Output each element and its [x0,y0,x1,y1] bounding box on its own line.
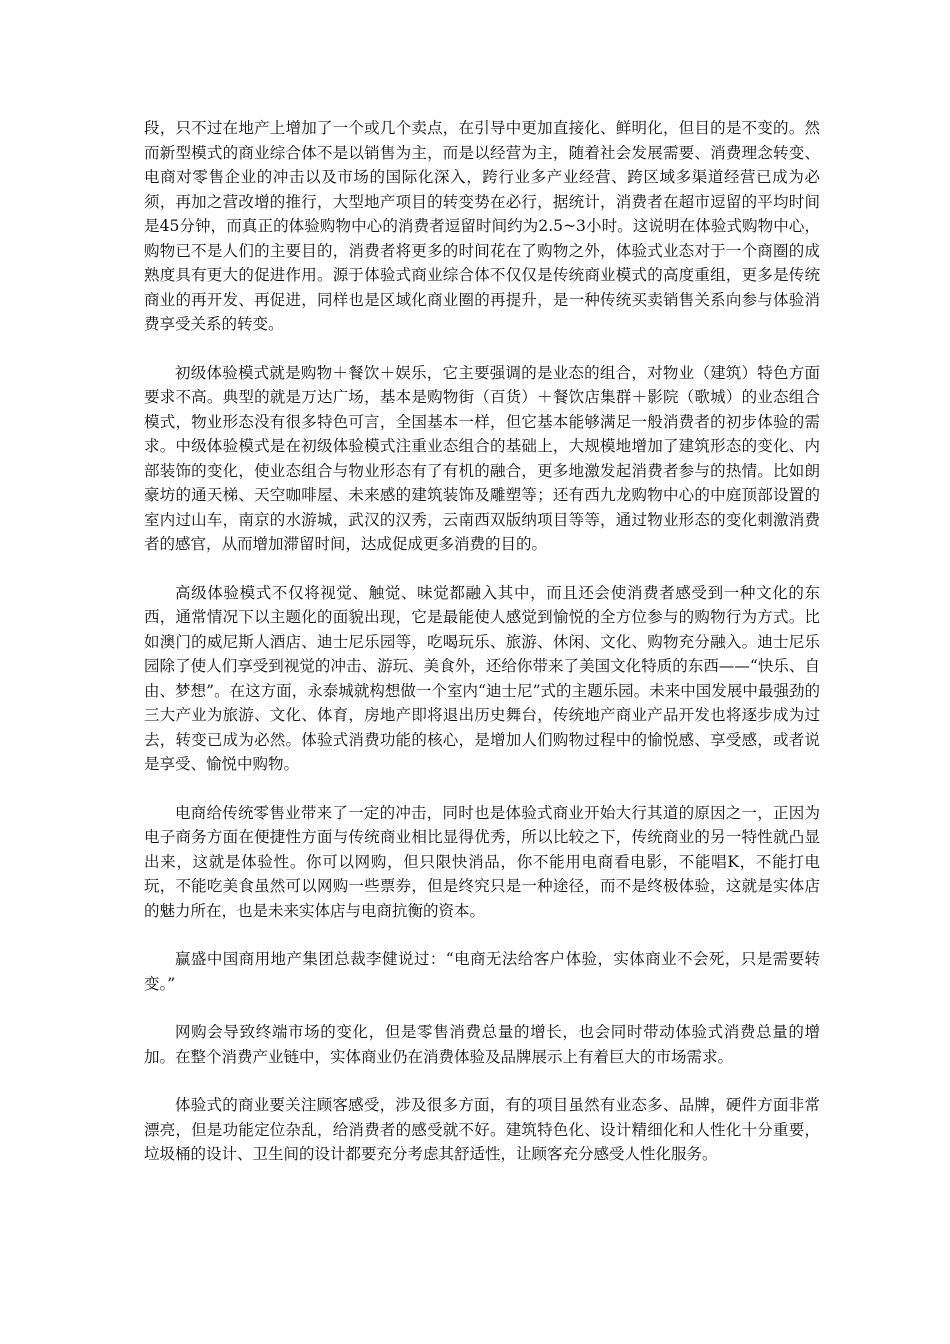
paragraph-online-shopping: 网购会导致终端市场的变化，但是零售消费总量的增长，也会同时带动体验式消费总量的增加。在整个消费产业链中，实体商业仍在消费体验及品牌展示上有着巨大的市场需求。 [144,1023,820,1066]
paragraph-advanced-experience-model: 高级体验模式不仅将视觉、触觉、味觉都融入其中，而且还会使消费者感受到一种文化的东西，通常情况下以主题化的面貌出现，它是最能使人感觉到愉悦的全方位参与的购物行为方式。比如澳门的威尼斯人酒店、迪士尼乐园等，吃喝玩乐、旅游、休闲、文化、购物充分融入。迪士尼乐园除了使人们享受到视觉的冲击、游玩、美食外，还给你带来了美国文化特质的东西——“快乐、自由、梦想”。在这方面，永泰城就构想做一个室内“迪士尼”式的主题乐园。未来中国发展中最强劲的三大产业为旅游、文化、体育，房地产即将退出历史舞台，传统地产商业产品开发也将逐步成为过去，转变已成为必然。体验式消费功能的核心，是增加人们购物过程中的愉悦感、享受感，或者说是享受、愉悦中购物。 [144,583,820,773]
paragraph-quote: 赢盛中国商用地产集团总裁李健说过：“电商无法给客户体验，实体商业不会死，只是需要转变。” [144,950,820,993]
paragraph-customer-experience: 体验式的商业要关注顾客感受，涉及很多方面，有的项目虽然有业态多、品牌，硬件方面非常漂亮，但是功能定位杂乱，给消费者的感受就不好。建筑特色化、设计精细化和人性化十分重要，垃圾桶的设计、卫生间的设计都要充分考虑其舒适性，让顾客充分感受人性化服务。 [144,1096,820,1163]
paragraph-ecommerce-impact: 电商给传统零售业带来了一定的冲击，同时也是体验式商业开始大行其道的原因之一，正因为电子商务方面在便捷性方面与传统商业相比显得优秀，所以比较之下，传统商业的另一特性就凸显出来，这就是体验性。你可以网购，但只限快消品，你不能用电商看电影，不能唱K，不能打电玩，不能吃美食虽然可以网购一些票券，但是终究只是一种途径，而不是终极体验，这就是实体店的魅力所在，也是未来实体店与电商抗衡的资本。 [144,803,820,920]
document-page [144,116,820,1191]
paragraph-continuation: 段，只不过在地产上增加了一个或几个卖点，在引导中更加直接化、鲜明化，但目的是不变的。然而新型模式的商业综合体不是以销售为主，而是以经营为主，随着社会发展需要、消费理念转变、电商对零售企业的冲击以及市场的国际化深入，跨行业多产业经营、跨区域多渠道经营已成为必须，再加之营改增的推行，大型地产项目的转变势在必行，据统计，消费者在超市逗留的平均时间是45分钟，而真正的体验购物中心的消费者逗留时间约为2.5~3小时。这说明在体验式购物中心，购物已不是人们的主要目的，消费者将更多的时间花在了购物之外，体验式业态对于一个商圈的成熟度具有更大的促进作用。源于体验式商业综合体不仅仅是传统商业模式的高度重组，更多是传统商业的再开发、再促进，同样也是区域化商业圈的再提升，是一种传统买卖销售关系向参与体验消费享受关系的转变。 [144,119,820,333]
paragraph-basic-experience-model: 初级体验模式就是购物＋餐饮＋娱乐，它主要强调的是业态的组合，对物业（建筑）特色方面要求不高。典型的就是万达广场，基本是购物街（百货）＋餐饮店集群＋影院（歌城）的业态组合模式，物业形态没有很多特色可言，全国基本一样，但它基本能够满足一般消费者的初步体验的需求。中级体验模式是在初级体验模式注重业态组合的基础上，大规模地增加了建筑形态的变化、内部装饰的变化，使业态组合与物业形态有了有机的融合，更多地激发起消费者参与的热情。比如朗豪坊的通天梯、天空咖啡屋、未来感的建筑装饰及雕塑等；还有西九龙购物中心的中庭顶部设置的室内过山车，南京的水游城，武汉的汉秀，云南西双版纳项目等等，通过物业形态的变化刺激消费者的感官，从而增加滞留时间，达成促成更多消费的目的。 [144,363,820,553]
